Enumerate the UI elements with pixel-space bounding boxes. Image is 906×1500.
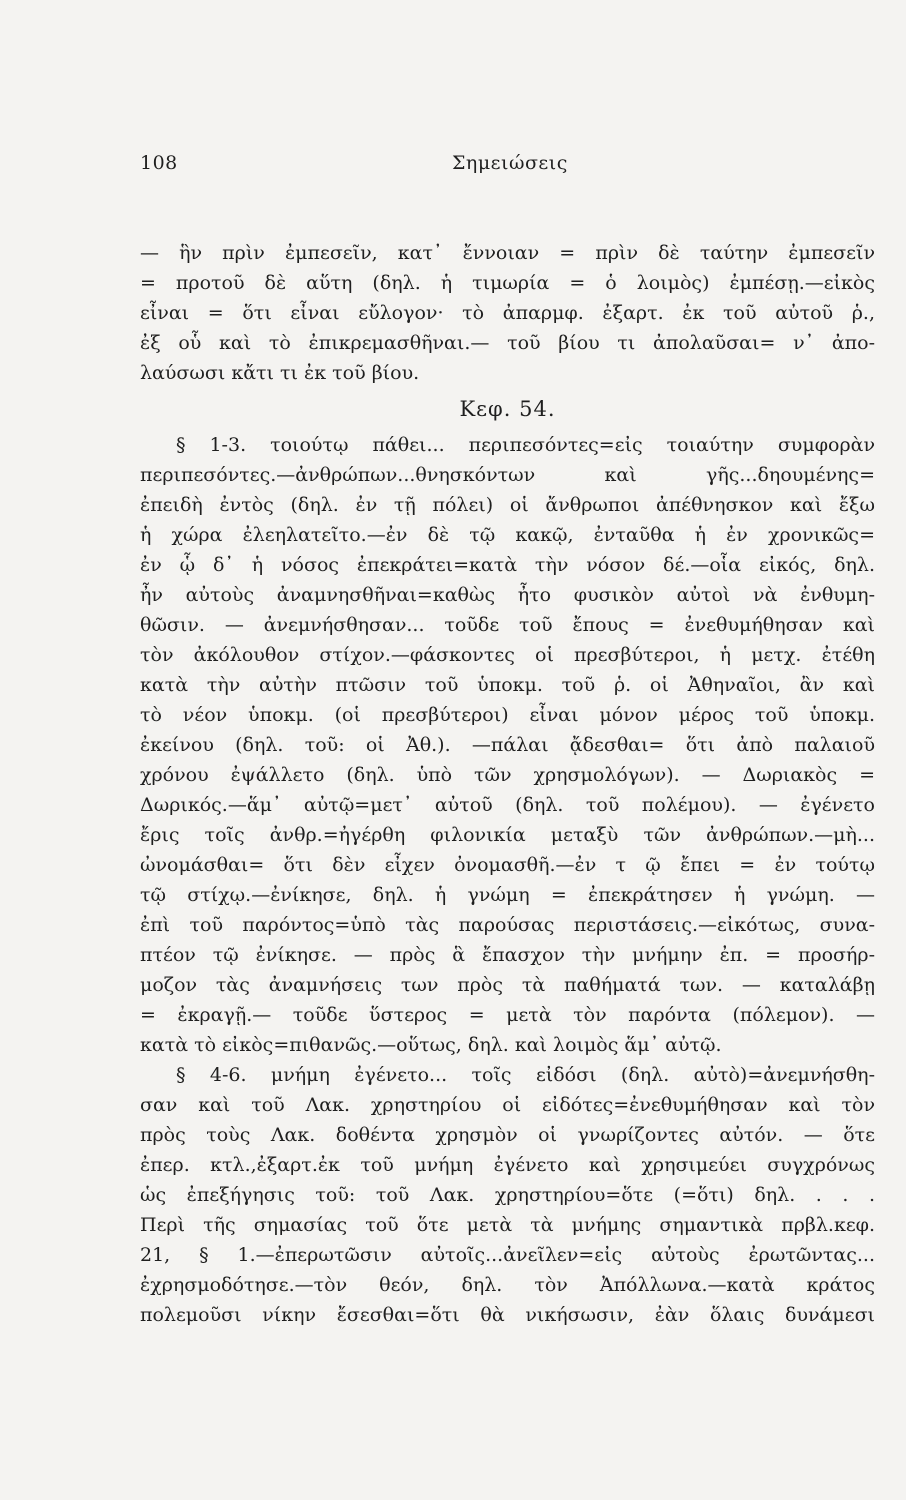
text-line: λαύσωσι κἄτι τι ἐκ τοῦ βίου. xyxy=(140,362,420,384)
text-line: κατὰ τὸ εἰκὸς=πιθανῶς.—οὕτως, δηλ. καὶ λοιμὸς ἅμ᾽ αὐτῷ. xyxy=(140,1034,722,1056)
text-line: εἶναι = ὅτι εἶναι εὔλογον· τὸ ἀπαρμφ. ἐξαρτ. ἐκ τοῦ αὐτοῦ ῥ., xyxy=(140,302,875,324)
text-line: ἐπειδὴ ἐντὸς (δηλ. ἐν τῇ πόλει) οἱ ἄνθρωποι ἀπέθνησκον καὶ ἔξω xyxy=(140,494,875,516)
text-line: ἡ χώρα ἐλεηλατεῖτο.—ἐν δὲ τῷ κακῷ, ἐνταῦθα ἡ ἐν χρονικῶς= xyxy=(140,524,875,546)
page-body xyxy=(140,238,875,1330)
text-line: § 1-3. τοιούτῳ πάθει... περιπεσόντες=εἰς τοιαύτην συμφορὰν xyxy=(176,434,875,456)
text-line: ἐχρησμοδότησε.—τὸν θεόν, δηλ. τὸν Ἀπόλλωνα.—κατὰ κράτος xyxy=(140,1274,875,1296)
text-line: πολεμοῦσι νίκην ἔσεσθαι=ὅτι θὰ νικήσωσιν, ἐὰν ὅλαις δυνάμεσι xyxy=(140,1304,875,1326)
text-line: = ἐκραγῇ.— τοῦδε ὕστερος = μετὰ τὸν παρόντα (πόλεμον). — xyxy=(140,1004,875,1026)
chapter-heading: Κεφ. 54. xyxy=(459,397,556,421)
text-line: = προτοῦ δὲ αὕτη (δηλ. ἡ τιμωρία = ὁ λοιμὸς) ἐμπέσῃ.—εἰκὸς xyxy=(140,272,875,294)
text-line: τὸ νέον ὑποκμ. (οἱ πρεσβύτεροι) εἶναι μόνον μέρος τοῦ ὑποκμ. xyxy=(140,704,875,726)
text-line: κατὰ τὴν αὐτὴν πτῶσιν τοῦ ὑποκμ. τοῦ ῥ. οἱ Ἀθηναῖοι, ἂν καὶ xyxy=(140,674,875,696)
text-line: μοζον τὰς ἀναμνήσεις των πρὸς τὰ παθήματά των. — καταλάβῃ xyxy=(140,974,875,996)
text-line: ἐπερ. κτλ.,ἐξαρτ.ἐκ τοῦ μνήμη ἐγένετο καὶ χρησιμεύει συγχρόνως xyxy=(140,1154,875,1176)
text-line: θῶσιν. — ἀνεμνήσθησαν... τοῦδε τοῦ ἔπους = ἐνεθυμήθησαν καὶ xyxy=(140,614,875,636)
text-line: σαν καὶ τοῦ Λακ. χρηστηρίου οἱ εἰδότες=ἐνεθυμήθησαν καὶ τὸν xyxy=(140,1094,875,1116)
text-line: ὡς ἐπεξήγησις τοῦ: τοῦ Λακ. χρηστηρίου=ὅτε (=ὅτι) δηλ. . . . xyxy=(140,1184,875,1206)
text-line: τὸν ἀκόλουθον στίχον.—φάσκοντες οἱ πρεσβύτεροι, ἡ μετχ. ἐτέθη xyxy=(140,644,875,666)
text-line: Περὶ τῆς σημασίας τοῦ ὅτε μετὰ τὰ μνήμης σημαντικὰ πρβλ.κεφ. xyxy=(140,1214,875,1236)
text-line: ἐν ᾧ δ᾽ ἡ νόσος ἐπεκράτει=κατὰ τὴν νόσον δέ.—οἷα εἰκός, δηλ. xyxy=(140,554,875,576)
text-line: ἔρις τοῖς ἀνθρ.=ἠγέρθη φιλονικία μεταξὺ τῶν ἀνθρώπων.—μὴ... xyxy=(140,824,875,846)
text-line: — ἣν πρὶν ἐμπεσεῖν, κατ᾽ ἔννοιαν = πρὶν δὲ ταύτην ἐμπεσεῖν xyxy=(140,242,875,264)
running-title: Σημειώσεις xyxy=(452,152,568,174)
text-line: πτέον τῷ ἐνίκησε. — πρὸς ἃ ἔπασχον τὴν μνήμην ἐπ. = προσήρ- xyxy=(140,944,875,966)
text-line: πρὸς τοὺς Λακ. δοθέντα χρησμὸν οἱ γνωρίζοντες αὐτόν. — ὅτε xyxy=(140,1124,875,1146)
text-line: περιπεσόντες.—ἀνθρώπων...θνησκόντων καὶ γῆς...δηουμένης= xyxy=(140,464,875,486)
text-line: ἐκείνου (δηλ. τοῦ: οἱ Ἀθ.). —πάλαι ᾄδεσθαι= ὅτι ἀπὸ παλαιοῦ xyxy=(140,734,875,756)
text-line: § 4-6. μνήμη ἐγένετο... τοῖς εἰδόσι (δηλ. αὐτὸ)=ἀνεμνήσθη- xyxy=(176,1064,875,1086)
page-number: 108 xyxy=(140,152,178,174)
text-line: χρόνου ἐψάλλετο (δηλ. ὑπὸ τῶν χρησμολόγων). — Δωριακὸς = xyxy=(140,764,875,786)
text-line: τῷ στίχῳ.—ἐνίκησε, δηλ. ἡ γνώμη = ἐπεκράτησεν ἡ γνώμη. — xyxy=(140,884,875,906)
text-line: ἦν αὐτοὺς ἀναμνησθῆναι=καθὼς ἦτο φυσικὸν αὐτοὶ νὰ ἐνθυμη- xyxy=(140,584,875,606)
text-line: 21, § 1.—ἐπερωτῶσιν αὐτοῖς...ἀνεῖλεν=εἰς αὐτοὺς ἐρωτῶντας... xyxy=(140,1244,875,1266)
text-line: ἐξ οὗ καὶ τὸ ἐπικρεμασθῆναι.— τοῦ βίου τι ἀπολαῦσαι= ν᾽ ἀπο- xyxy=(140,332,875,354)
text-line: ὠνομάσθαι= ὅτι δὲν εἶχεν ὀνομασθῆ.—ἐν τ ῷ ἔπει = ἐν τούτῳ xyxy=(140,854,875,876)
text-line: Δωρικός.—ἅμ᾽ αὐτῷ=μετ᾽ αὐτοῦ (δηλ. τοῦ πολέμου). — ἐγένετο xyxy=(140,794,875,816)
text-line: ἐπὶ τοῦ παρόντος=ὑπὸ τὰς παρούσας περιστάσεις.—εἰκότως, συνα- xyxy=(140,914,875,936)
